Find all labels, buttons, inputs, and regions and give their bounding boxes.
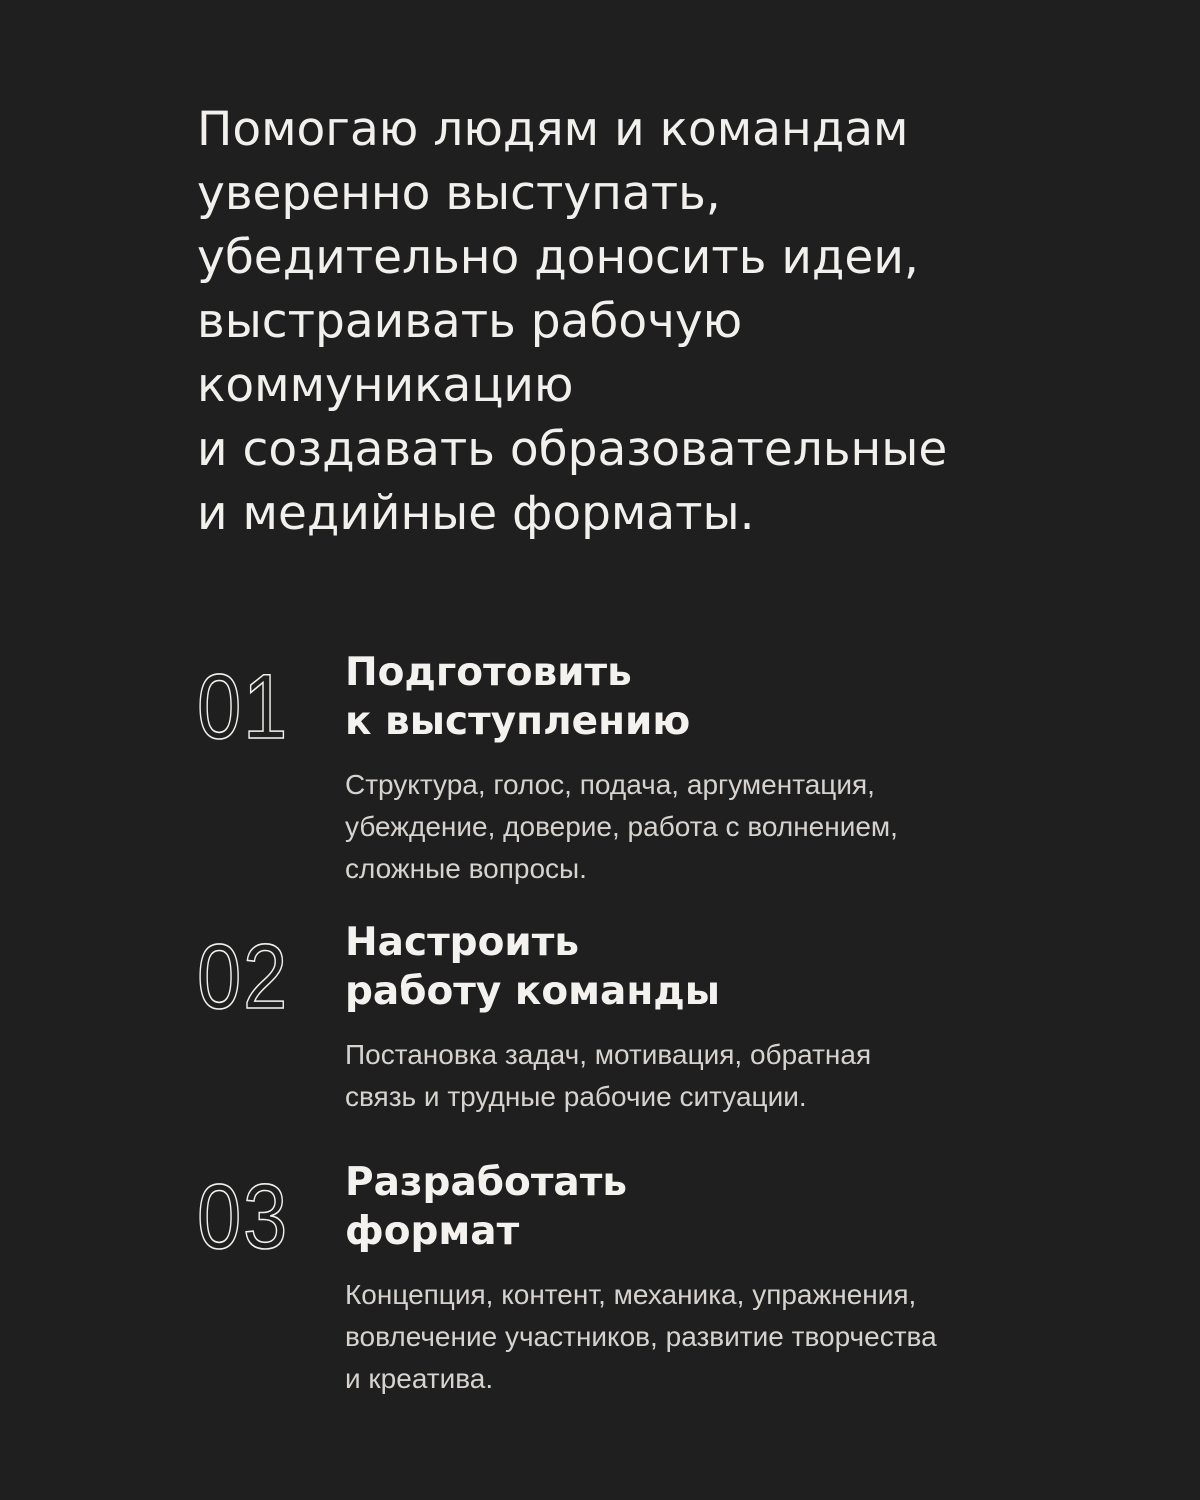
outlined-number-01 [197,648,307,758]
service-body [345,1158,1065,1400]
service-number-badge [197,1158,307,1268]
service-number-badge [197,918,307,1028]
service-description-line: и креатива. [345,1363,494,1394]
service-description-line: убеждение, доверие, работа с волнением, [345,811,898,842]
service-title-line: к выступлению [345,699,691,744]
service-title-line: Настроить [345,920,579,965]
intro-line: убедительно доносить идеи, [197,230,919,285]
service-number-badge [197,648,307,758]
intro-statement [197,98,1097,546]
outlined-number-02 [197,918,307,1028]
service-number: 02 [197,926,289,1028]
intro-line: выстраивать рабочую [197,294,743,349]
service-description-line: сложные вопросы. [345,853,587,884]
service-description-line: вовлечение участников, развитие творчества [345,1321,937,1352]
service-description [345,764,1065,890]
outlined-number-03 [197,1158,307,1268]
service-description-line: Концепция, контент, механика, упражнения, [345,1279,917,1310]
intro-line: коммуникацию [197,358,574,413]
service-description [345,1274,1065,1400]
service-title-line: Разработать [345,1160,628,1205]
service-description [345,1034,1065,1118]
service-title-line: формат [345,1209,520,1254]
intro-line: и медийные форматы. [197,486,755,541]
service-body [345,648,1065,890]
service-description-line: связь и трудные рабочие ситуации. [345,1081,807,1112]
intro-line: уверенно выступать, [197,166,721,221]
intro-line: Помогаю людям и командам [197,102,909,157]
service-number: 03 [197,1166,289,1268]
service-title-line: работу команды [345,969,721,1014]
intro-line: и создавать образовательные [197,422,948,477]
service-number: 01 [197,656,289,758]
service-description-line: Постановка задач, мотивация, обратная [345,1039,872,1070]
service-body [345,918,1065,1118]
service-description-line: Структура, голос, подача, аргументация, [345,769,875,800]
service-title-line: Подготовить [345,650,632,695]
